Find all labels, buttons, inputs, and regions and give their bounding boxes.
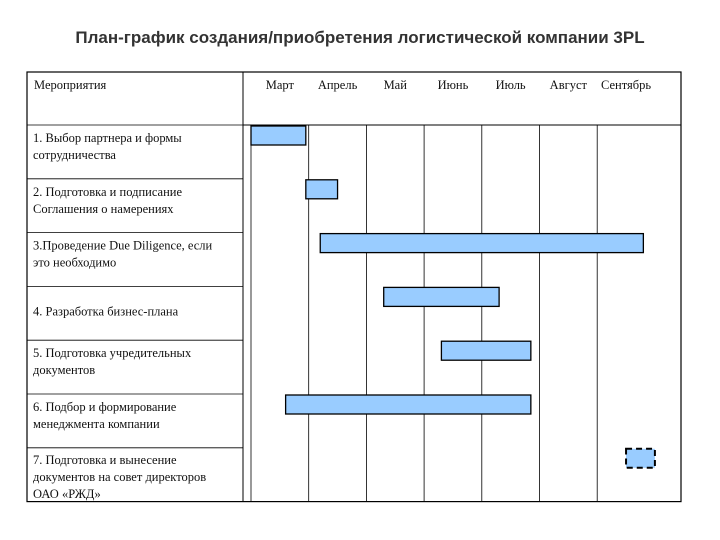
task-bar — [251, 126, 306, 145]
task-bar — [286, 395, 531, 414]
task-label: ОАО «РЖД» — [33, 486, 101, 501]
month-label: Август — [549, 78, 588, 92]
task-bar — [626, 449, 655, 468]
task-label: 3.Проведение Due Diligence, если — [33, 238, 213, 253]
task-label: 4. Разработка бизнес-плана — [33, 304, 179, 319]
task-label: документов — [33, 363, 96, 378]
month-label: Сентябрь — [601, 78, 652, 92]
month-label: Апрель — [317, 78, 358, 92]
month-label: Июнь — [437, 78, 469, 92]
task-label: это необходимо — [33, 255, 117, 270]
task-bar — [320, 234, 643, 253]
task-bar — [306, 180, 338, 199]
task-label: 7. Подготовка и вынесение — [33, 452, 177, 467]
task-label: Соглашения о намерениях — [33, 201, 174, 216]
header-label: Мероприятия — [34, 78, 107, 92]
task-label: 2. Подготовка и подписание — [33, 184, 182, 199]
page-title: План-график создания/приобретения логистической компании 3PL — [75, 28, 645, 47]
task-label: 1. Выбор партнера и формы — [33, 131, 182, 145]
task-bar — [384, 287, 499, 306]
task-bar — [441, 341, 530, 360]
month-label: Июль — [495, 78, 526, 92]
month-label: Май — [383, 78, 407, 92]
task-label: документов на совет директоров — [33, 469, 207, 484]
task-label: сотрудничества — [33, 148, 116, 162]
task-label: 5. Подготовка учредительных — [33, 346, 192, 361]
month-label: Март — [265, 78, 294, 92]
task-label: 6. Подбор и формирование — [33, 400, 177, 414]
task-label: менеджмента компании — [33, 417, 160, 431]
